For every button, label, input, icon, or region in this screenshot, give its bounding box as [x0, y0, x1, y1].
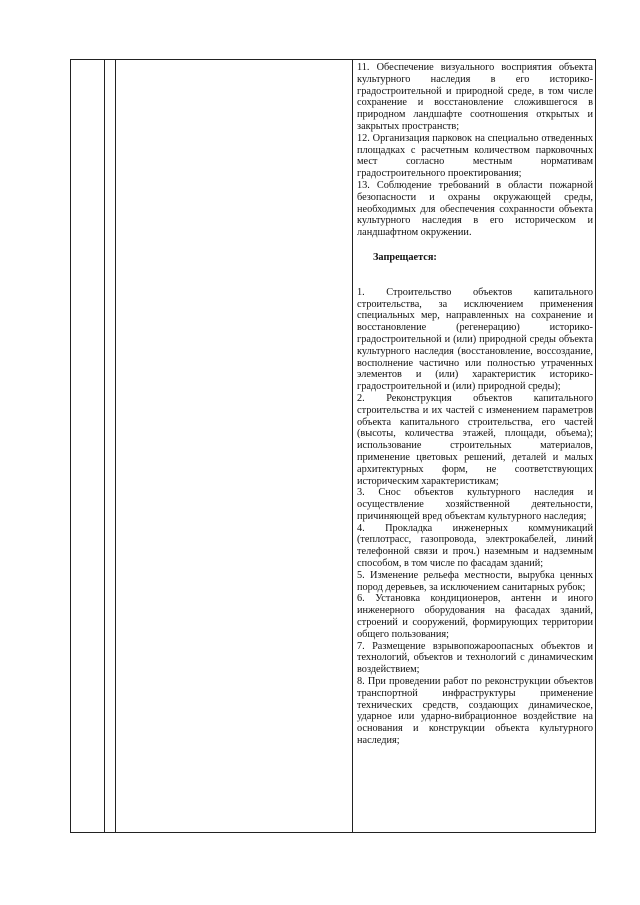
column-divider	[104, 60, 105, 832]
requirements-cell	[357, 62, 593, 747]
prohibited-item-2: 2. Реконструкция объектов капитального строительства и их частей с изменением параметров объекта капитального строительства, его частей (высоты, количества этажей, площади, объема); использование строительных материалов, применение цветовых решений, деталей и малых архитектурных форм, не соответствующих историческим характеристикам;	[357, 392, 593, 487]
prohibited-item-7: 7. Размещение взрывопожароопасных объектов и технологий, объектов и технологий с динамическим воздействием;	[357, 640, 593, 676]
paragraph-item-12: 12. Организация парковок на специально отведенных площадках с расчетным количеством парковочных мест согласно местным нормативам градостроительного проектирования;	[357, 132, 593, 180]
column-divider	[352, 60, 353, 832]
prohibited-item-4: 4. Прокладка инженерных коммуникаций (теплотрасс, газопровода, электрокабелей, линий телефонной связи и проч.) наземным и надземным способом, в том числе по фасадам зданий;	[357, 522, 593, 570]
paragraph-item-11: 11. Обеспечение визуального восприятия объекта культурного наследия в его историко-градостроительной и природной среде, в том числе сохранение и восстановление сложившегося в природном ландшафте соотношения открытых и закрытых пространств;	[357, 62, 593, 132]
document-table	[70, 59, 596, 833]
paragraph-item-13: 13. Соблюдение требований в области пожарной безопасности и охраны окружающей среды, необходимых для обеспечения сохранности объекта культурного наследия в его историческом и ландшафтном окружении.	[357, 179, 593, 239]
prohibited-item-5: 5. Изменение рельефа местности, вырубка ценных пород деревьев, за исключением санитарных рубок;	[357, 569, 593, 593]
prohibited-item-8: 8. При проведении работ по реконструкции объектов транспортной инфраструктуры применение технических средств, создающих динамическое, ударное или ударно-вибрационное воздействие на основания и конструкции объекта культурного наследия;	[357, 676, 593, 747]
prohibited-item-6: 6. Установка кондиционеров, антенн и иного инженерного оборудования на фасадах зданий, строений и сооружений, формирующих территории общего пользования;	[357, 593, 593, 640]
prohibited-item-1: 1. Строительство объектов капитального строительства, за исключением применения специальных мер, направленных на сохранение и восстановление (регенерацию) историко-градостроительной и (или) природной среды объекта культурного наследия (восстановление, воссоздание, восполнение частично или полностью утраченных элементов и (или) характеристик историко-градостроительной и (или) природной среды);	[357, 286, 593, 393]
column-divider	[115, 60, 116, 832]
prohibited-item-3: 3. Снос объектов культурного наследия и осуществление хозяйственной деятельности, причиняющей вред объектам культурного наследия;	[357, 487, 593, 522]
section-heading: Запрещается:	[373, 251, 437, 263]
